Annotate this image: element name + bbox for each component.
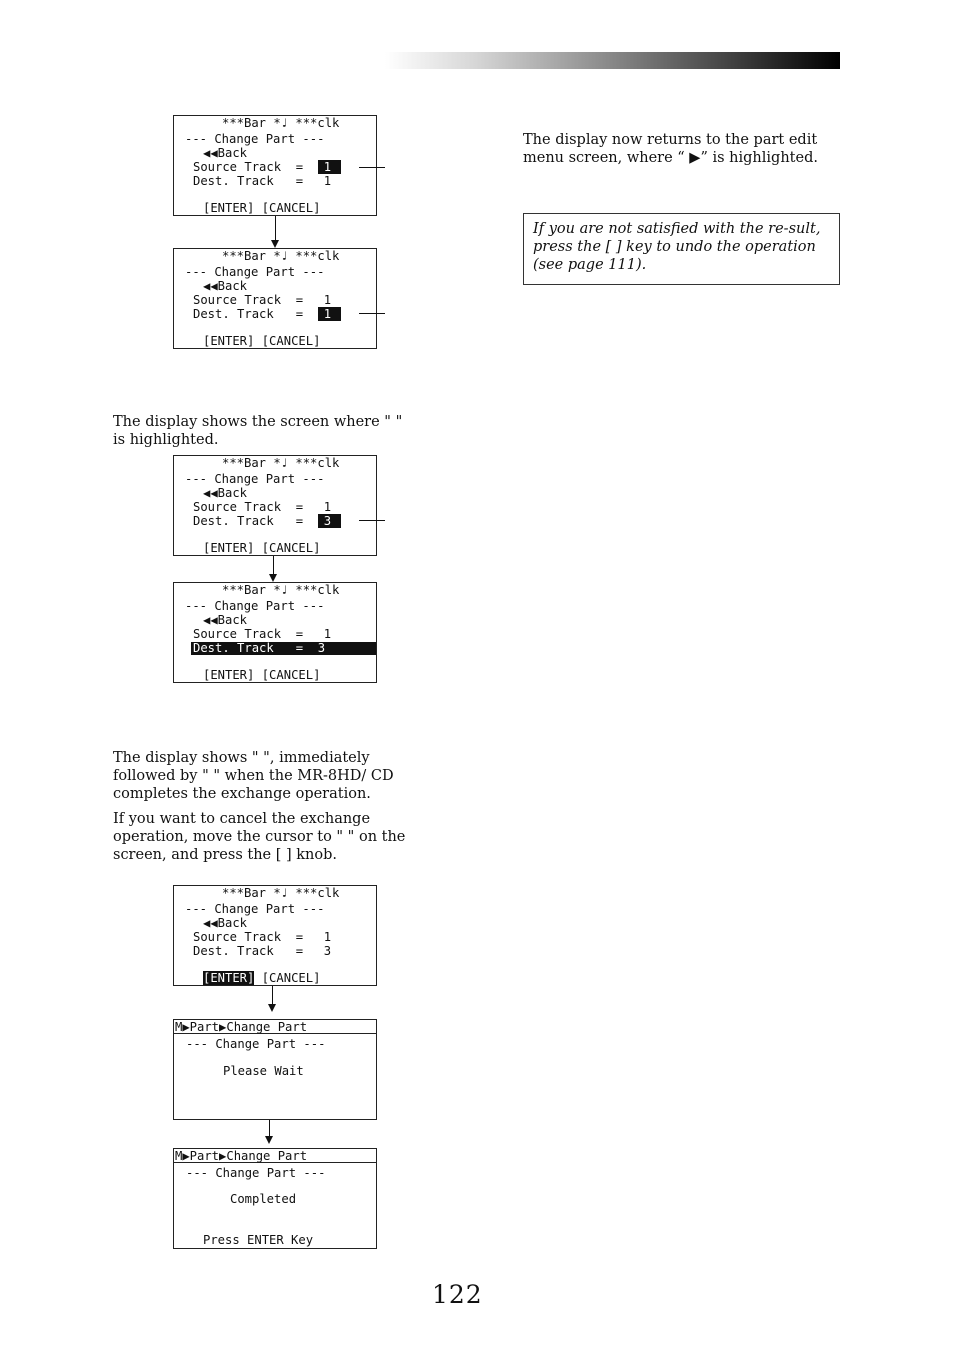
lcd-button-row xyxy=(203,201,320,215)
lcd-title: --- Change Part --- xyxy=(185,265,325,279)
lcd-button-row xyxy=(203,668,320,682)
flow-arrow xyxy=(273,556,274,576)
callout-line xyxy=(359,520,385,521)
lcd-title: --- Change Part --- xyxy=(185,132,325,146)
lcd-back-item: ◀◀Back xyxy=(203,279,248,293)
lcd-back-item: ◀◀Back xyxy=(203,146,248,160)
lcd-screen-dest-value-3 xyxy=(173,455,377,556)
lcd-status-line: ***Bar *♩ ***clk xyxy=(222,116,340,130)
page-number: 122 xyxy=(432,1280,483,1309)
callout-line xyxy=(359,167,385,168)
lcd-source-value: 1 xyxy=(323,930,332,944)
lcd-cancel: [CANCEL] xyxy=(261,201,321,215)
lcd-source-track-row: Source Track = 1 xyxy=(193,160,341,174)
lcd-back-item: ◀◀Back xyxy=(203,486,248,500)
flow-arrow xyxy=(275,216,276,241)
lcd-message: Completed xyxy=(230,1192,297,1206)
lcd-message: Please Wait xyxy=(223,1064,304,1078)
lcd-cancel: [CANCEL] xyxy=(261,668,321,682)
lcd-screen-completed xyxy=(173,1148,377,1249)
lcd-status-line: ***Bar *♩ ***clk xyxy=(222,583,340,597)
lcd-title: --- Change Part --- xyxy=(186,1166,326,1180)
lcd-source-value: 1 xyxy=(323,293,332,307)
lcd-source-track-row: Source Track = 1 xyxy=(193,627,341,641)
lcd-screen-please-wait xyxy=(173,1019,377,1120)
lcd-cancel: [CANCEL] xyxy=(261,971,321,985)
lcd-source-value: 1 xyxy=(318,160,341,174)
lcd-enter: [ENTER] xyxy=(203,668,255,682)
lcd-dest-value: 3 xyxy=(323,944,332,958)
lcd-back-item: ◀◀Back xyxy=(203,613,248,627)
lcd-dest-value: 1 xyxy=(323,174,332,188)
lcd-footer-prompt: Press ENTER Key xyxy=(203,1233,314,1247)
step-description-cancel: If you want to cancel the exchange operation, move the cursor to " " on the screen, and press the [ ] knob. xyxy=(113,811,406,863)
lcd-source-value: 1 xyxy=(323,500,332,514)
lcd-dest-value: 1 xyxy=(318,307,341,321)
lcd-enter: [ENTER] xyxy=(203,334,255,348)
step-description-highlight: The display shows the screen where " " is highlighted. xyxy=(113,414,403,448)
return-description: The display now returns to the part edit menu screen, where “ ▶” is highlighted. xyxy=(523,132,818,166)
lcd-cancel: [CANCEL] xyxy=(261,541,321,555)
lcd-dest-track-row: Dest. Track = 1 xyxy=(193,174,341,188)
lcd-enter: [ENTER] xyxy=(203,541,255,555)
lcd-button-row xyxy=(203,541,320,555)
lcd-title: --- Change Part --- xyxy=(186,1037,326,1051)
lcd-cancel: [CANCEL] xyxy=(261,334,321,348)
flow-arrow xyxy=(272,986,273,1006)
flow-arrow-head xyxy=(265,1136,273,1144)
lcd-button-row xyxy=(203,971,320,985)
lcd-menu-path: M▶Part▶Change Part xyxy=(174,1149,376,1163)
lcd-source-track-row: Source Track = 1 xyxy=(193,500,341,514)
lcd-back-item: ◀◀Back xyxy=(203,916,248,930)
lcd-title: --- Change Part --- xyxy=(185,902,325,916)
lcd-menu-path: M▶Part▶Change Part xyxy=(174,1020,376,1034)
lcd-source-track-row: Source Track = 1 xyxy=(193,293,341,307)
lcd-dest-value: 3 xyxy=(318,514,341,528)
lcd-status-line: ***Bar *♩ ***clk xyxy=(222,456,340,470)
lcd-button-row xyxy=(203,334,320,348)
lcd-dest-track-row: Dest. Track = 3 xyxy=(193,514,341,528)
lcd-status-line: ***Bar *♩ ***clk xyxy=(222,249,340,263)
lcd-enter: [ENTER] xyxy=(203,971,255,985)
callout-line xyxy=(359,313,385,314)
lcd-screen-dest-row-highlighted xyxy=(173,582,377,683)
lcd-title: --- Change Part --- xyxy=(185,472,325,486)
lcd-source-value: 1 xyxy=(323,627,332,641)
lcd-screen-dest-selected xyxy=(173,248,377,349)
header-gradient-bar xyxy=(385,52,840,69)
flow-arrow-head xyxy=(268,1004,276,1012)
undo-note-box: If you are not satisfied with the re-sult, press the [ ] key to undo the operation (see page 111). xyxy=(523,213,840,285)
flow-arrow-head xyxy=(271,240,279,248)
lcd-source-track-row: Source Track = 1 xyxy=(193,930,341,944)
lcd-dest-track-row: Dest. Track = 3 xyxy=(193,944,341,958)
lcd-dest-track-row: Dest. Track = 1 xyxy=(193,307,341,321)
lcd-status-line: ***Bar *♩ ***clk xyxy=(222,886,340,900)
lcd-title: --- Change Part --- xyxy=(185,599,325,613)
lcd-enter: [ENTER] xyxy=(203,201,255,215)
lcd-screen-enter-highlighted xyxy=(173,885,377,986)
lcd-dest-track-row: Dest. Track = 3 xyxy=(193,641,326,655)
flow-arrow-head xyxy=(269,574,277,582)
step-description-exchange: The display shows " ", immediately followed by " " when the MR-8HD/ CD completes the exchange operation. xyxy=(113,750,394,802)
lcd-screen-source-selected xyxy=(173,115,377,216)
